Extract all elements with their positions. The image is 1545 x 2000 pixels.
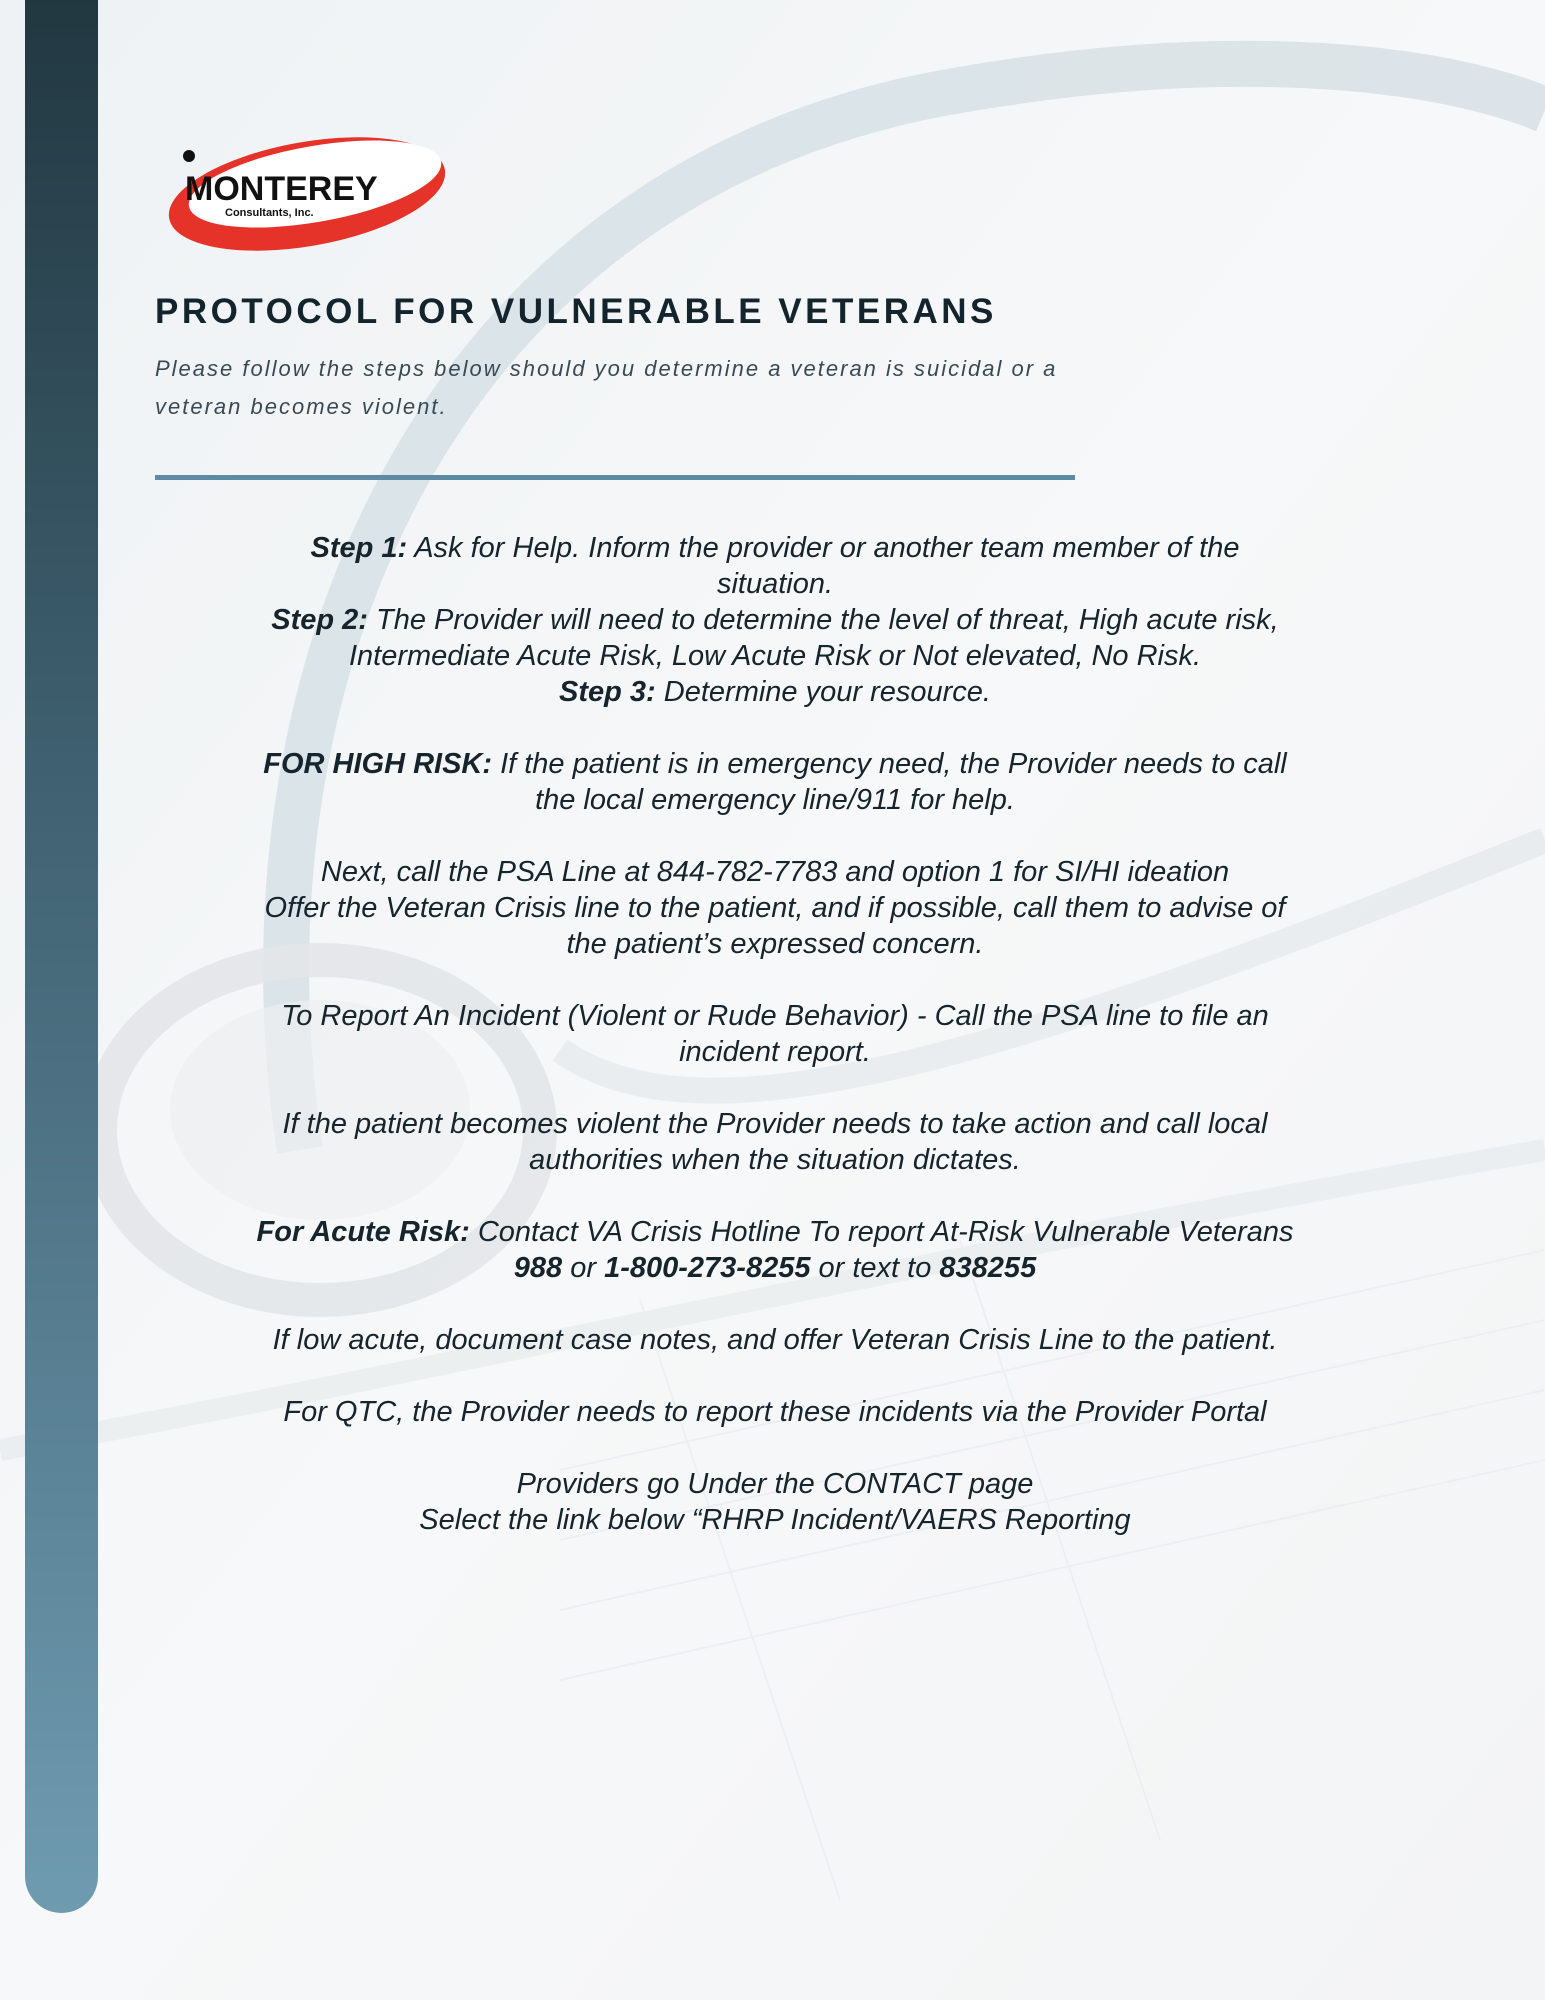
high-risk-label: FOR HIGH RISK: (263, 748, 493, 780)
low-acute: If low acute, document case notes, and offer Veteran Crisis Line to the patient. (272, 1324, 1278, 1356)
title-divider (155, 475, 1075, 480)
page-subtitle (155, 350, 1255, 426)
svg-text:MONTEREY: MONTEREY (185, 170, 378, 208)
company-logo (165, 130, 450, 260)
step-1: Step 1: Ask for Help. Inform the provider or another team member of the (310, 532, 1240, 564)
crisis-number-hotline: 1-800-273-8255 (604, 1252, 811, 1284)
subtitle-line: veteran becomes violent. (155, 394, 448, 419)
protocol-body (155, 530, 1395, 1538)
violent-patient: If the patient becomes violent the Provider needs to take action and call local (282, 1108, 1268, 1140)
step-2-label: Step 2: (271, 604, 368, 636)
crisis-line-offer-continued: the patient’s expressed concern. (566, 928, 984, 960)
crisis-numbers: 988 or 1-800-273-8255 or text to 838255 (513, 1252, 1037, 1284)
svg-text:Consultants, Inc.: Consultants, Inc. (225, 207, 314, 219)
crisis-line-offer: Offer the Veteran Crisis line to the patient, and if possible, call them to advise of (264, 892, 1286, 924)
step-1-continued: situation. (716, 568, 834, 600)
crisis-text-number: 838255 (939, 1252, 1037, 1284)
side-accent-bar (25, 0, 98, 1913)
incident-report: To Report An Incident (Violent or Rude Behavior) - Call the PSA line to file an (281, 1000, 1269, 1032)
page-title: PROTOCOL FOR VULNERABLE VETERANS (155, 292, 997, 331)
acute-risk: For Acute Risk: Contact VA Crisis Hotline To report At-Risk Vulnerable Veterans (256, 1216, 1294, 1248)
subtitle-line: Please follow the steps below should you determine a veteran is suicidal or a (155, 356, 1058, 381)
provider-link-instruction: Select the link below “RHRP Incident/VAERS Reporting (419, 1504, 1131, 1536)
acute-risk-label: For Acute Risk: (256, 1216, 470, 1248)
step-2-continued: Intermediate Acute Risk, Low Acute Risk or Not elevated, No Risk. (348, 640, 1202, 672)
step-3-label: Step 3: (559, 676, 656, 708)
step-2: Step 2: The Provider will need to determine the level of threat, High acute risk, (271, 604, 1279, 636)
high-risk-continued: the local emergency line/911 for help. (535, 784, 1015, 816)
crisis-number-988: 988 (513, 1252, 563, 1284)
psa-line: Next, call the PSA Line at 844-782-7783 and option 1 for SI/HI ideation (320, 856, 1230, 888)
violent-patient-continued: authorities when the situation dictates. (529, 1144, 1021, 1176)
incident-report-continued: incident report. (679, 1036, 871, 1068)
provider-contact: Providers go Under the CONTACT page (516, 1468, 1034, 1500)
high-risk: FOR HIGH RISK: If the patient is in emergency need, the Provider needs to call (263, 748, 1287, 780)
step-1-label: Step 1: (310, 532, 408, 564)
step-3: Step 3: Determine your resource. (559, 676, 991, 708)
qtc-reporting: For QTC, the Provider needs to report these incidents via the Provider Portal (283, 1396, 1267, 1428)
